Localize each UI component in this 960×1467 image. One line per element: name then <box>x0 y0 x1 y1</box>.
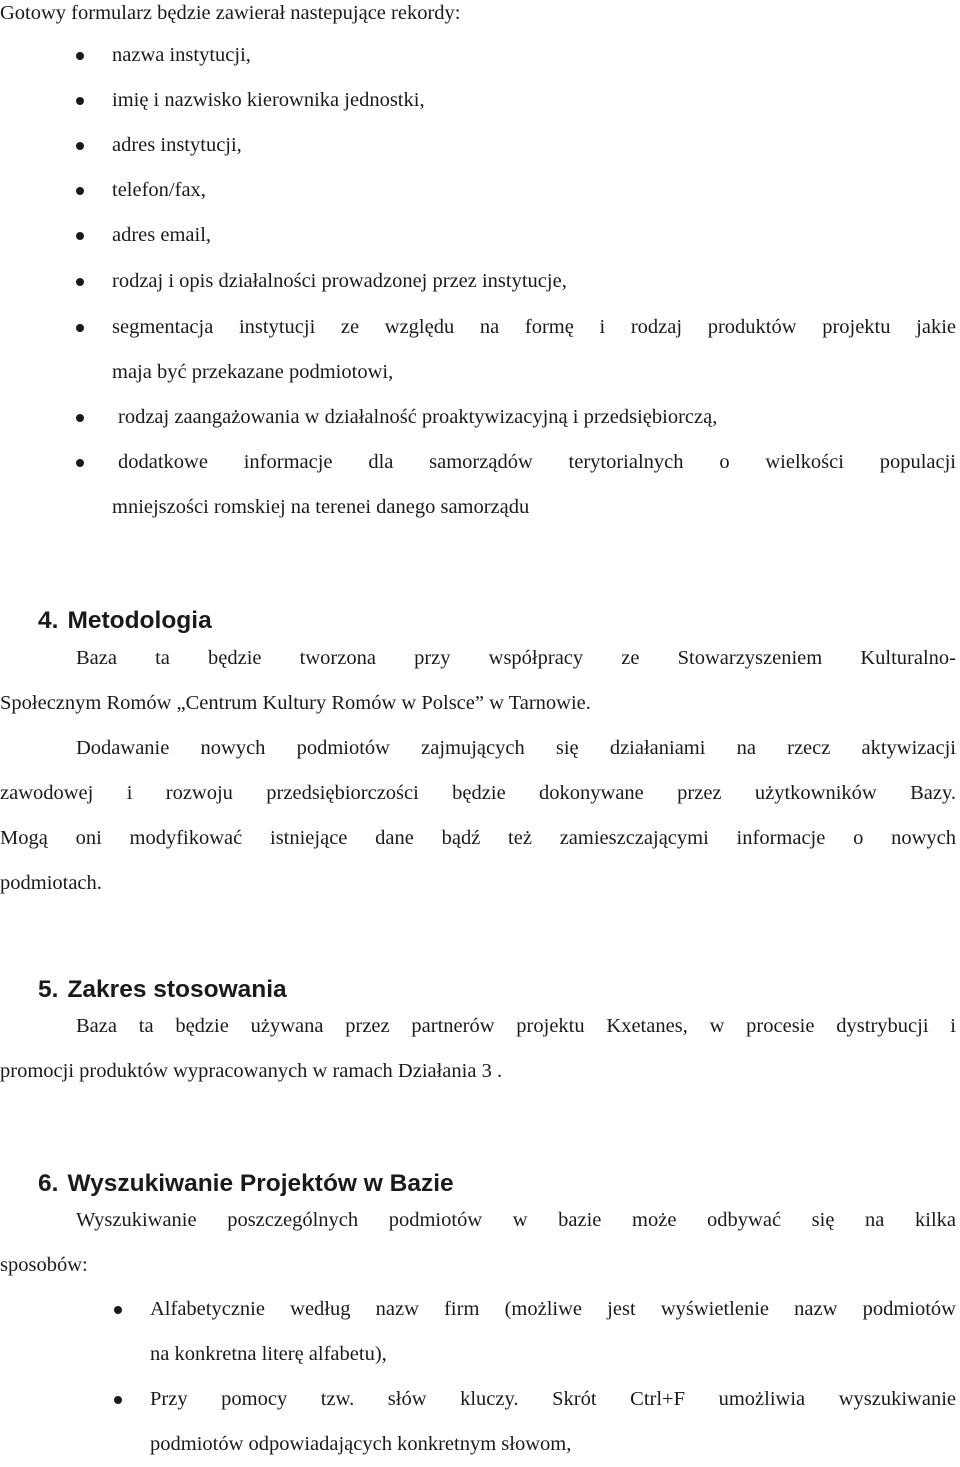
bullet-icon <box>114 1306 122 1314</box>
paragraph-line: podmiotach. <box>0 872 102 894</box>
record-text: dodatkowe informacje dla samorządów terytorialnych o wielkości populacji <box>118 451 956 473</box>
paragraph <box>0 1198 956 1288</box>
method-text: na konkretna literę alfabetu), <box>150 1343 387 1365</box>
bullet-icon <box>76 459 84 467</box>
section-number: 4. <box>38 607 59 634</box>
method-text: podmiotów odpowiadających konkretnym słowom, <box>150 1433 572 1455</box>
paragraph <box>0 636 956 906</box>
paragraph-line: Mogą oni modyfikować istniejące dane bądź też zamieszczającymi informacje o nowych <box>0 827 956 849</box>
paragraph-line: Wyszukiwanie poszczególnych podmiotów w bazie może odbywać się na kilka <box>76 1209 956 1231</box>
section-number: 6. <box>38 1170 59 1197</box>
record-text: rodzaj i opis działalności prowadzonej przez instytucje, <box>112 270 567 292</box>
paragraph-line: Dodawanie nowych podmiotów zajmujących się działaniami na rzecz aktywizacji <box>76 737 956 759</box>
bullet-icon <box>76 52 84 60</box>
intro-text: Gotowy formularz będzie zawierał nastepujące rekordy: <box>0 2 461 24</box>
record-text: rodzaj zaangażowania w działalność proaktywizacyjną i przedsiębiorczą, <box>118 406 718 428</box>
section-heading-metodologia <box>38 606 212 636</box>
section-title: Zakres stosowania <box>67 976 287 1003</box>
method-text: Alfabetycznie według nazw firm (możliwe jest wyświetlenie nazw podmiotów <box>150 1298 956 1320</box>
paragraph-line: promocji produktów wypracowanych w ramach Działania 3 . <box>0 1060 503 1082</box>
bullet-icon <box>76 232 84 240</box>
paragraph-line: Społecznym Romów „Centrum Kultury Romów w Polsce” w Tarnowie. <box>0 692 591 714</box>
section-title: Metodologia <box>67 607 212 634</box>
record-text: imię i nazwisko kierownika jednostki, <box>112 89 425 111</box>
bullet-icon <box>114 1396 122 1404</box>
record-text: adres email, <box>112 224 212 246</box>
section-heading-zakres <box>38 975 287 1005</box>
record-text: segmentacja instytucji ze względu na formę i rodzaj produktów projektu jakie <box>112 316 956 338</box>
bullet-icon <box>76 278 84 286</box>
record-text: maja być przekazane podmiotowi, <box>112 361 394 383</box>
paragraph <box>0 1004 956 1094</box>
section-number: 5. <box>38 976 59 1003</box>
record-text: mniejszości romskiej na terenei danego samorządu <box>112 496 530 518</box>
bullet-icon <box>76 324 84 332</box>
record-text: nazwa instytucji, <box>112 44 251 66</box>
record-text: telefon/fax, <box>112 179 206 201</box>
paragraph-line: Baza ta będzie używana przez partnerów projektu Kxetanes, w procesie dystrybucji i <box>76 1015 956 1037</box>
bullet-icon <box>76 414 84 422</box>
paragraph-line: sposobów: <box>0 1254 88 1276</box>
record-text: adres instytucji, <box>112 134 242 156</box>
section-title: Wyszukiwanie Projektów w Bazie <box>67 1170 454 1197</box>
section-heading-wyszukiwanie <box>38 1169 454 1199</box>
bullet-icon <box>76 187 84 195</box>
paragraph-line: zawodowej i rozwoju przedsiębiorczości będzie dokonywane przez użytkowników Bazy. <box>0 782 956 804</box>
paragraph-line: Baza ta będzie tworzona przy współpracy ze Stowarzyszeniem Kulturalno- <box>76 647 956 669</box>
method-text: Przy pomocy tzw. słów kluczy. Skrót Ctrl+F umożliwia wyszukiwanie <box>150 1388 956 1410</box>
bullet-icon <box>76 142 84 150</box>
bullet-icon <box>76 97 84 105</box>
